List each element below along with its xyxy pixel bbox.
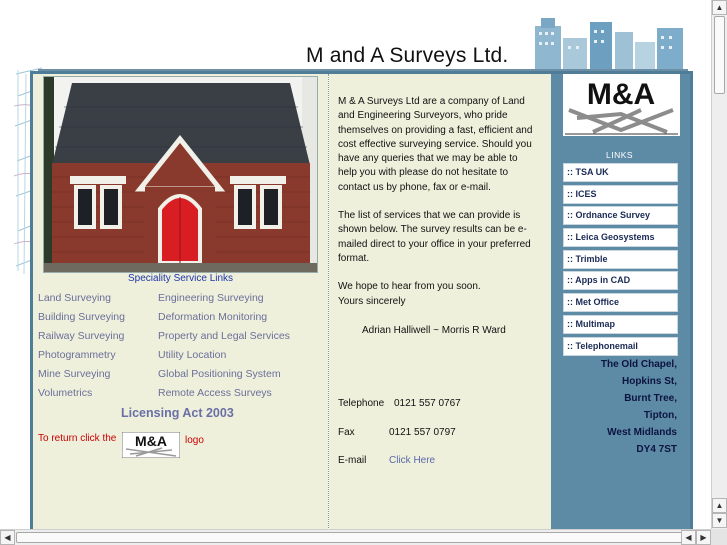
- signature: Adrian Halliwell ~ Morris R Ward: [362, 325, 506, 336]
- railway-surveying-link[interactable]: Railway Surveying: [38, 330, 125, 342]
- email-click-here-link[interactable]: Click Here: [389, 455, 436, 466]
- address-line-5: West Midlands: [607, 427, 677, 438]
- fax-value: 0121 557 0797: [389, 427, 456, 438]
- fax-label: Fax: [338, 427, 355, 438]
- link-met-office[interactable]: :: Met Office: [563, 293, 678, 312]
- scroll-left-arrow-icon[interactable]: ◀: [0, 530, 15, 545]
- link-apps-in-cad[interactable]: :: Apps in CAD: [563, 271, 678, 290]
- city-skyline-graphic: [535, 18, 685, 70]
- scroll-up-arrow-icon-bottom[interactable]: ▲: [712, 498, 727, 513]
- remote-access-surveys-link[interactable]: Remote Access Surveys: [158, 387, 272, 399]
- company-logo[interactable]: [563, 74, 680, 136]
- intro-paragraph-1: M & A Surveys Ltd are a company of Land and Engineering Surveyors, who pride themselves on providing a fast, efficient and cost effective surveying service. Should you have any queries that we may be able to help you with please do not hesitate to contact us by phone, fax or e-mail.: [338, 96, 533, 193]
- return-suffix-text: logo: [185, 435, 204, 446]
- speciality-heading: Speciality Service Links: [128, 273, 234, 284]
- small-logo-text: M&A: [135, 433, 167, 449]
- volumetrics-link[interactable]: Volumetrics: [38, 387, 93, 399]
- scrollbar-corner: [711, 529, 727, 545]
- frame-right-border: [690, 71, 693, 529]
- address-line-6: DY4 7ST: [636, 444, 677, 455]
- engineering-surveying-link[interactable]: Engineering Surveying: [158, 292, 264, 304]
- home-logo-link[interactable]: [122, 432, 180, 458]
- horizontal-scroll-thumb[interactable]: [16, 532, 696, 543]
- link-trimble[interactable]: :: Trimble: [563, 250, 678, 269]
- intro-paragraph-2: The list of services that we can provide is shown below. The survey results can be e-mailed direct to your office in your preferred format.: [338, 210, 531, 264]
- scroll-left-arrow-icon-right[interactable]: ◀: [681, 530, 696, 545]
- licensing-act-link[interactable]: Licensing Act 2003: [121, 406, 234, 420]
- link-tsa-uk[interactable]: :: TSA UK: [563, 163, 678, 182]
- intro-text: [338, 95, 538, 309]
- big-logo-text: M&A: [586, 78, 656, 111]
- column-divider: [328, 74, 329, 529]
- utility-location-link[interactable]: Utility Location: [158, 349, 227, 361]
- vertical-scrollbar[interactable]: [711, 0, 727, 529]
- photogrammetry-link[interactable]: Photogrammetry: [38, 349, 116, 361]
- site-title: M and A Surveys Ltd.: [306, 44, 509, 67]
- frame-left-border: [30, 71, 33, 529]
- intro-closing: We hope to hear from you soon.: [338, 281, 481, 293]
- vertical-scroll-thumb[interactable]: [714, 16, 725, 94]
- mine-surveying-link[interactable]: Mine Surveying: [38, 368, 111, 380]
- links-heading: LINKS: [606, 150, 634, 160]
- telephone-label: Telephone: [338, 398, 385, 409]
- scroll-up-arrow-icon[interactable]: ▲: [712, 0, 727, 15]
- link-multimap[interactable]: :: Multimap: [563, 315, 678, 334]
- address-line-1: The Old Chapel,: [600, 359, 677, 370]
- intro-signoff: Yours sincerely: [338, 295, 406, 307]
- address-line-2: Hopkins St,: [621, 376, 677, 387]
- scroll-right-arrow-icon[interactable]: ▶: [696, 530, 711, 545]
- land-surveying-link[interactable]: Land Surveying: [38, 292, 111, 304]
- link-leica-geosystems[interactable]: :: Leica Geosystems: [563, 228, 678, 247]
- scroll-down-arrow-icon[interactable]: ▼: [712, 513, 727, 528]
- link-telephonemail[interactable]: :: Telephonemail: [563, 337, 678, 356]
- email-label: E-mail: [338, 455, 367, 466]
- link-ices[interactable]: :: ICES: [563, 185, 678, 204]
- address-line-4: Tipton,: [643, 410, 677, 421]
- deformation-monitoring-link[interactable]: Deformation Monitoring: [158, 311, 268, 323]
- link-ordnance-survey[interactable]: :: Ordnance Survey: [563, 206, 678, 225]
- old-chapel-photo: [43, 76, 318, 273]
- telephone-value: 0121 557 0767: [394, 398, 461, 409]
- gps-link[interactable]: Global Positioning System: [158, 368, 281, 380]
- property-legal-services-link[interactable]: Property and Legal Services: [158, 330, 290, 342]
- return-instruction-text: To return click the: [38, 433, 117, 444]
- building-surveying-link[interactable]: Building Surveying: [38, 311, 125, 323]
- address-line-3: Burnt Tree,: [624, 393, 677, 404]
- horizontal-scrollbar[interactable]: [0, 529, 711, 545]
